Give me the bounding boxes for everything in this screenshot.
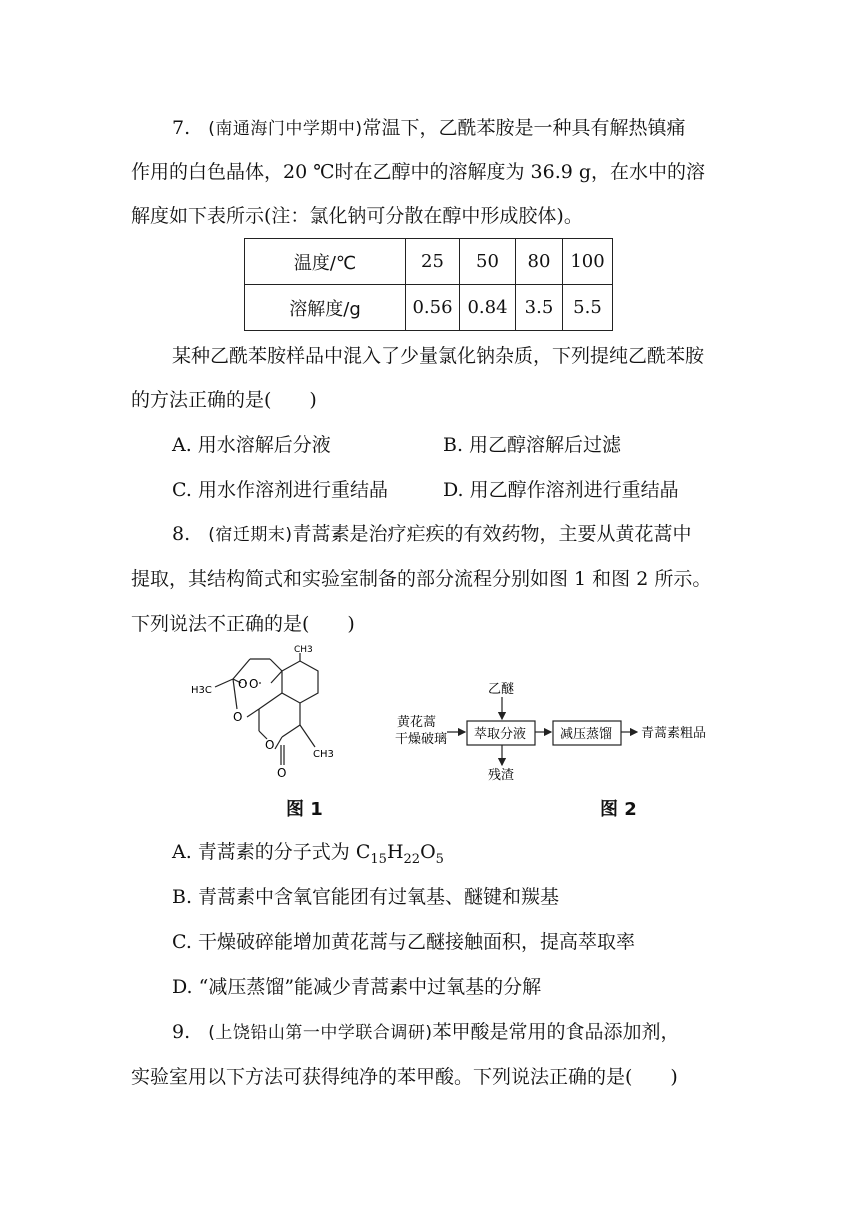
label-oxygen: O <box>249 677 259 691</box>
table-cell: 25 <box>406 239 460 285</box>
flow-input-line1: 黄花蒿 <box>397 715 437 730</box>
q7-stem-1: 某种乙酰苯胺样品中混入了少量氯化钠杂质，下列提纯乙酰苯胺 <box>172 345 705 367</box>
flow-bottom-output: 残渣 <box>488 768 515 783</box>
q7-number: 7. <box>172 117 191 139</box>
label-oxygen: O <box>238 677 248 691</box>
q9-line-1 <box>172 1020 680 1045</box>
table-header-solubility: 溶解度/g <box>245 285 406 331</box>
flow-box-distillation-label: 减压蒸馏 <box>560 727 613 742</box>
q8-option-a-text: O <box>420 841 436 863</box>
solubility-table <box>244 238 613 331</box>
q7-option-b: B. 用乙醇溶解后过滤 <box>443 434 622 456</box>
q7-option-c: C. 用水作溶剂进行重结晶 <box>172 479 388 501</box>
table-header-temperature: 温度/℃ <box>245 239 406 285</box>
table-row <box>245 239 613 285</box>
q8-number: 8. <box>172 523 191 545</box>
table-cell: 50 <box>460 239 516 285</box>
q8-text-1: 青蒿素是治疗疟疾的有效药物，主要从黄花蒿中 <box>292 523 692 545</box>
flow-top-input: 乙醚 <box>488 682 515 697</box>
q8-option-a-text: H <box>386 841 404 863</box>
q7-line-2: 作用的白色晶体，20 ℃时在乙醇中的溶解度为 36.9 g，在水中的溶 <box>131 161 706 183</box>
subscript: 22 <box>403 851 421 867</box>
label-ch3-top: CH3 <box>294 645 313 655</box>
q8-line-1 <box>172 522 692 547</box>
q8-option-d: D. “减压蒸馏”能减少青蒿素中过氧基的分解 <box>172 976 542 998</box>
label-oxygen: O <box>265 738 275 752</box>
label-oxygen: O <box>233 710 243 724</box>
subscript: 15 <box>370 851 387 867</box>
q8-line-2: 提取，其结构简式和实验室制备的部分流程分别如图 1 和图 2 所示。 <box>131 568 712 590</box>
table-cell: 3.5 <box>516 285 563 331</box>
table-row <box>245 285 613 331</box>
subscript: 5 <box>435 851 444 867</box>
artemisinin-structure-figure <box>185 645 345 785</box>
q9-line-2: 实验室用以下方法可获得纯净的苯甲酸。下列说法正确的是( ) <box>131 1066 678 1088</box>
table-cell: 100 <box>563 239 613 285</box>
flow-output: 青蒿素粗品 <box>641 726 707 741</box>
q8-option-a <box>172 840 444 872</box>
flow-input-line2: 干燥破璃 <box>395 732 448 747</box>
q8-option-c: C. 干燥破碎能增加黄花蒿与乙醚接触面积，提高萃取率 <box>172 931 635 953</box>
q9-source: (上饶铅山第一中学联合调研) <box>208 1023 433 1043</box>
figure-1-caption: 图 1 <box>286 799 323 820</box>
table-cell: 5.5 <box>563 285 613 331</box>
label-oxygen: O <box>277 766 287 780</box>
q7-option-d: D. 用乙醇作溶剂进行重结晶 <box>443 479 679 501</box>
q7-line-1 <box>172 116 686 141</box>
q7-option-a: A. 用水溶解后分液 <box>172 434 331 456</box>
extraction-flowchart <box>385 675 730 785</box>
q7-stem-2: 的方法正确的是( ) <box>131 389 317 411</box>
q7-text-1: 常温下，乙酰苯胺是一种具有解热镇痛 <box>362 117 686 139</box>
table-cell: 80 <box>516 239 563 285</box>
label-ch3-right: CH3 <box>313 749 334 760</box>
flow-box-extraction-label: 萃取分液 <box>474 727 527 742</box>
q9-number: 9. <box>172 1021 191 1043</box>
q8-option-a-text: A. 青蒿素的分子式为 C <box>172 841 371 863</box>
figure-2-caption: 图 2 <box>600 799 637 820</box>
table-cell: 0.56 <box>406 285 460 331</box>
label-h3c: H3C <box>191 685 212 696</box>
table-cell: 0.84 <box>460 285 516 331</box>
q8-option-b: B. 青蒿素中含氧官能团有过氧基、醚键和羰基 <box>172 886 560 908</box>
q8-line-3: 下列说法不正确的是( ) <box>131 613 355 635</box>
q7-line-3: 解度如下表所示(注：氯化钠可分散在醇中形成胶体)。 <box>131 205 583 227</box>
q8-source: (宿迁期末) <box>208 525 293 545</box>
q9-text-1: 苯甲酸是常用的食品添加剂， <box>432 1021 680 1043</box>
q7-source: (南通海门中学期中) <box>208 119 363 139</box>
